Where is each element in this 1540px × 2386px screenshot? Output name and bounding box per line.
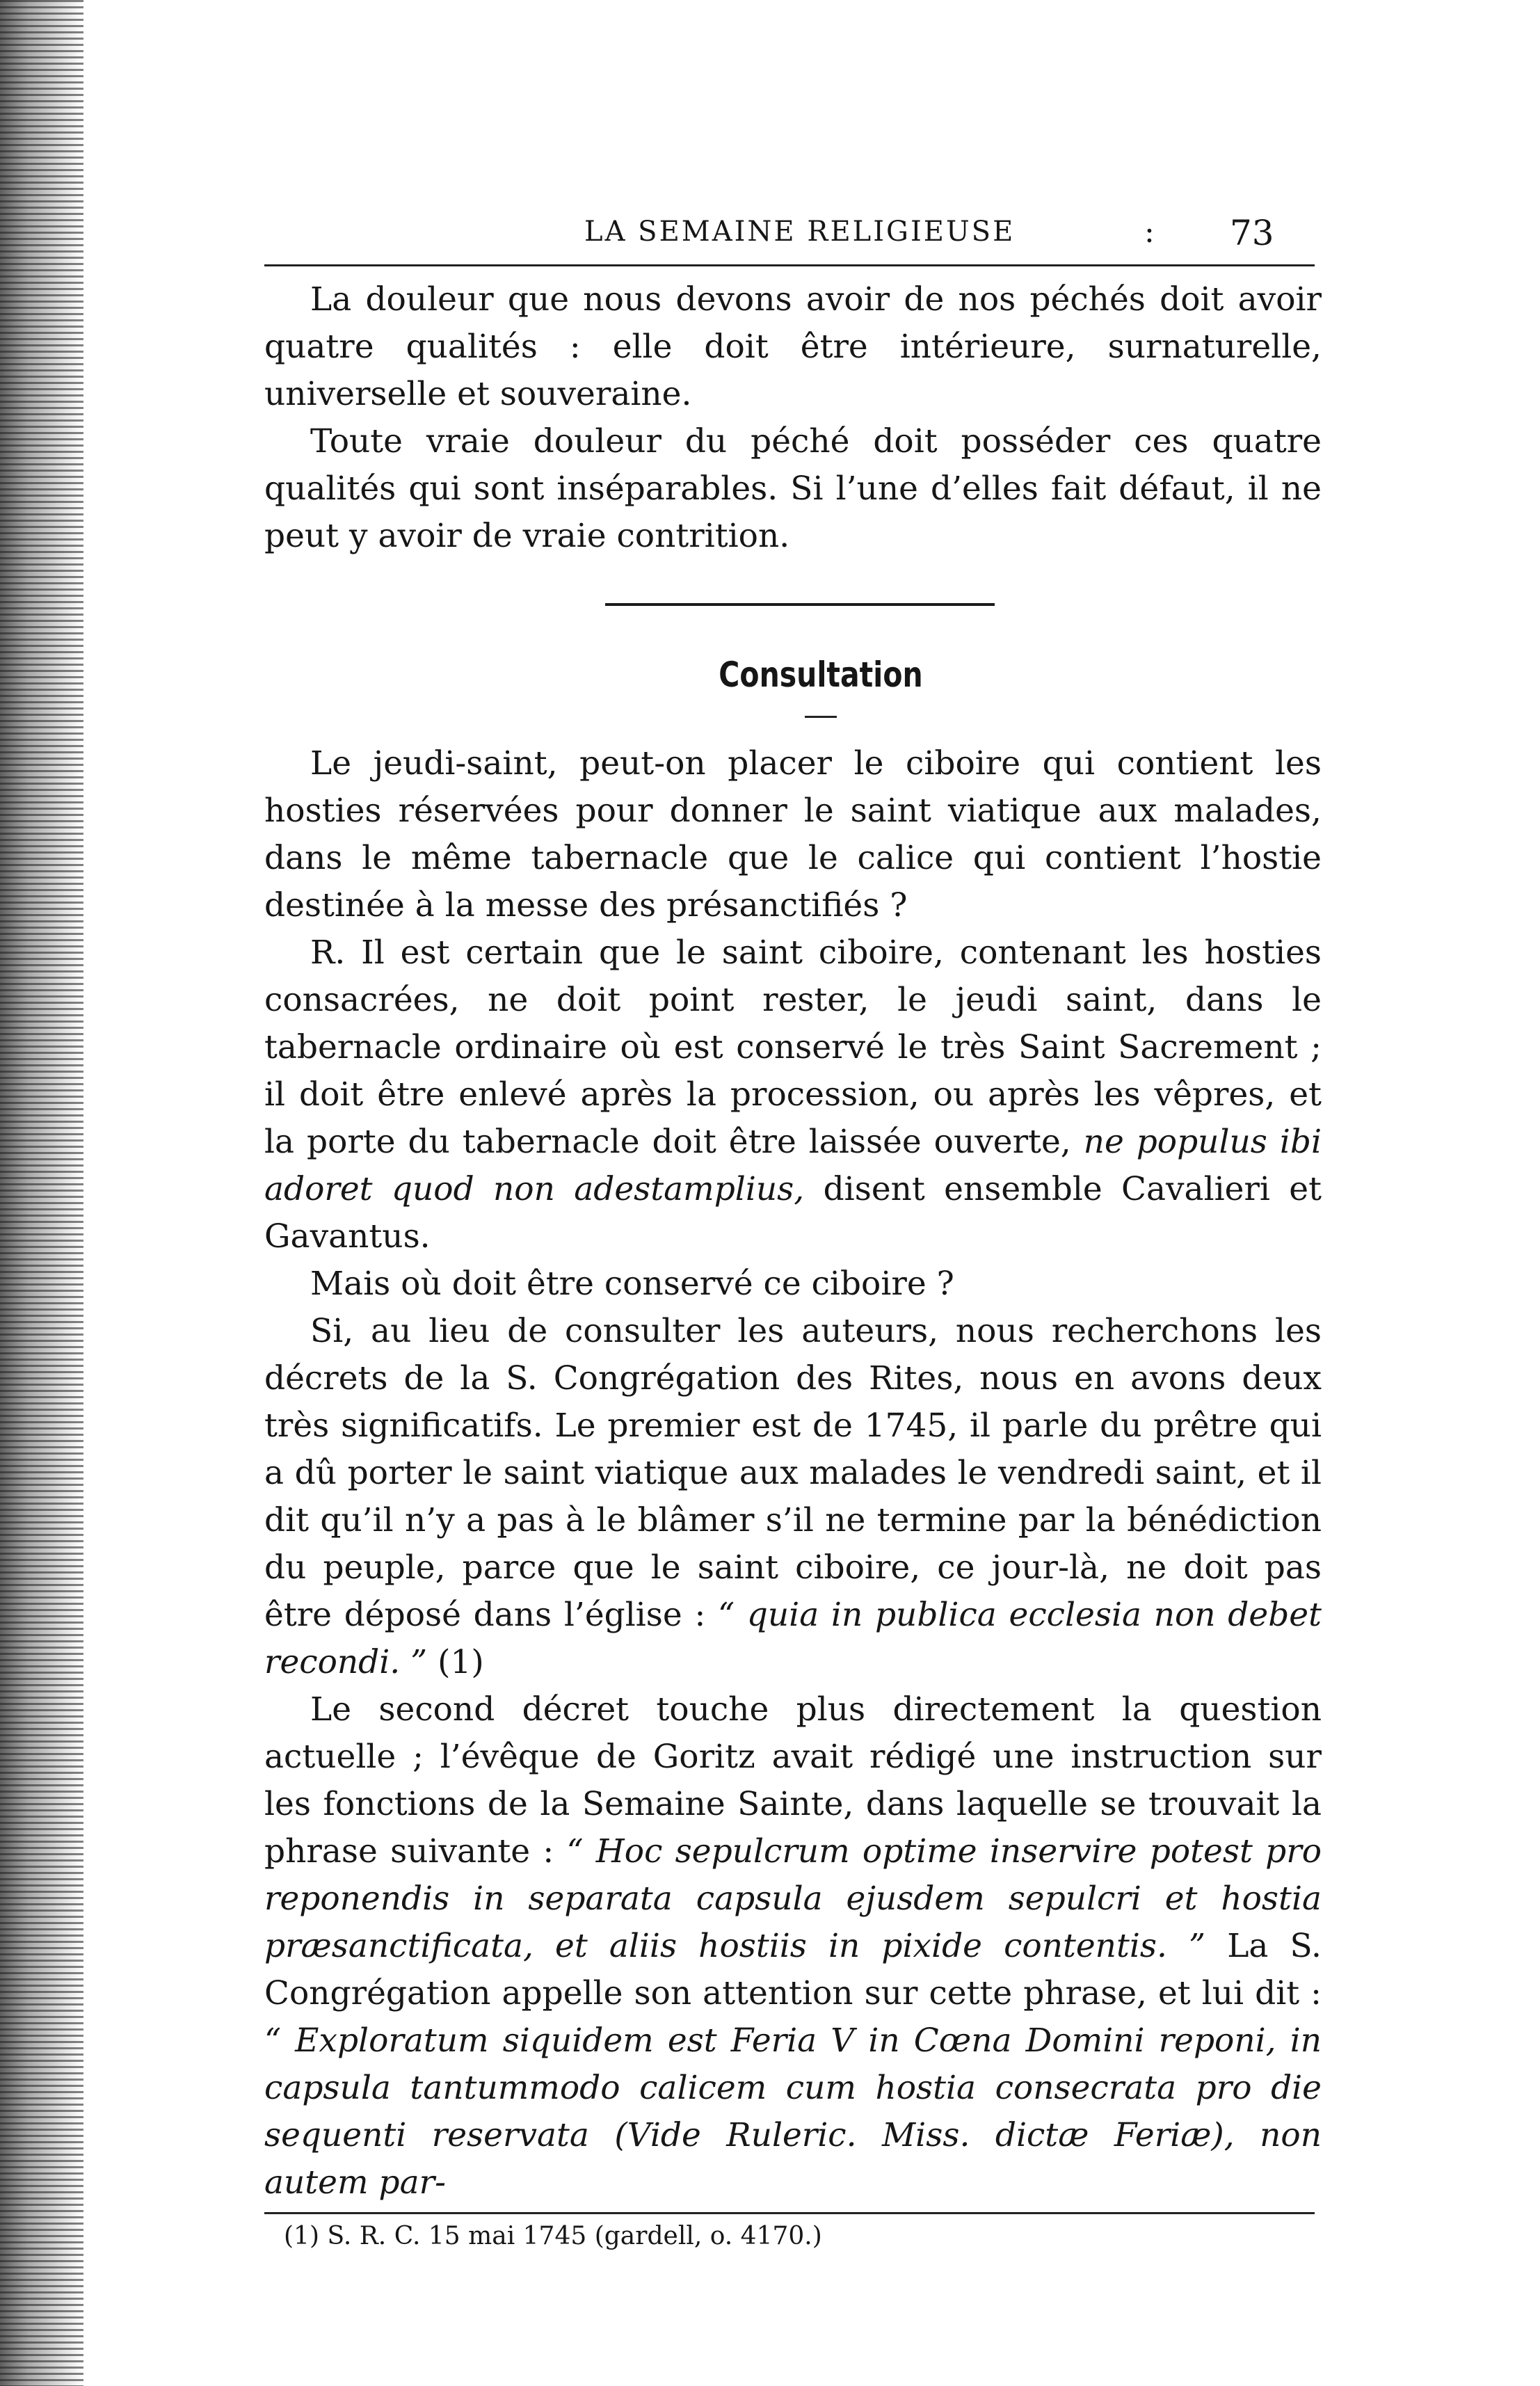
- page: [264, 202, 1322, 2253]
- decree-paragraph-2: [264, 1686, 1322, 2207]
- decree-2-latin-2: “ Exploratum siquidem est Feria V in Cœna Domini reponi, in capsula tantummodo calicem cum hostia consecrata pro die sequenti reservata (Vide Ruleric. Miss. dictæ Feriæ), non autem par-: [264, 2021, 1322, 2202]
- header-rule: [264, 264, 1315, 266]
- section-heading: Consultation: [719, 655, 923, 695]
- section-divider: [605, 603, 995, 606]
- answer-paragraph: [264, 929, 1322, 1260]
- answer-latin: ne populus ibi adoret quod non adestamplius,: [264, 1123, 1322, 1208]
- heading-dash: [805, 716, 837, 718]
- binding-edge: [0, 0, 83, 2386]
- intro-paragraph-2: Toute vraie douleur du péché doit posséder ces quatre qualités qui sont inséparables. Si l’une d’elles fait défaut, il ne peut y avoir de vraie contrition.: [264, 422, 1322, 555]
- footnote-rule: [264, 2212, 1315, 2214]
- decree-2-latin-1: “ Hoc sepulcrum optime inservire potest pro reponendis in separata capsula ejusdem sepulcri et hostia præsanctificata, et aliis hostiis in pixide contentis. ”: [264, 1832, 1322, 1965]
- decree-2-text: Le second décret touche plus directement la question actuelle ; l’évêque de Goritz avait rédigé une instruction sur les fonctions de la Semaine Sainte, dans laquelle se trouvait la phrase suivante :: [264, 1690, 1322, 1871]
- decree-1-latin: “ quia in publica ecclesia non debet recondi. ”: [264, 1596, 1322, 1681]
- answer-text: R. Il est certain que le saint ciboire, contenant les hosties consacrées, ne doit point rester, le jeudi saint, dans le tabernacle ordinaire où est conservé le très Saint Sacrement ; il doit être enlevé après la procession, ou après les vêpres, et la porte du tabernacle doit être laissée ouverte,: [264, 934, 1322, 1161]
- decree-paragraph-1: [264, 1308, 1322, 1686]
- decree-1-text: Si, au lieu de consulter les auteurs, nous recherchons les décrets de la S. Congrégation des Rites, nous en avons deux très significatifs. Le premier est de 1745, il parle du prêtre qui a dû porter le saint viatique aux malades le vendredi saint, et il dit qu’il n’y a pas à le blâmer s’il ne termine par la bénédiction du peuple, parce que le saint ciboire, ce jour-là, ne doit pas être déposé dans l’église :: [264, 1312, 1322, 1634]
- second-question: Mais où doit être conservé ce ciboire ?: [310, 1265, 954, 1303]
- question-paragraph: Le jeudi-saint, peut-on placer le ciboire qui contient les hosties réservées pour donner le saint viatique aux malades, dans le même tabernacle que le calice qui contient l’hostie destinée à la messe des présanctifiés ?: [264, 744, 1322, 924]
- footnote-ref: (1): [438, 1643, 484, 1681]
- running-head: [264, 202, 1322, 264]
- running-colon: :: [1144, 214, 1155, 250]
- answer-tail: disent ensemble Cavalieri et Gavantus.: [264, 1170, 1322, 1256]
- page-number: 73: [1230, 213, 1274, 253]
- running-title: LA SEMAINE RELIGIEUSE: [584, 216, 1016, 248]
- decree-2-mid: La S. Congrégation appelle son attention sur cette phrase, et lui dit :: [264, 1927, 1322, 2012]
- footnote: (1) S. R. C. 15 mai 1745 (gardell, o. 4170.): [284, 2222, 822, 2250]
- intro-paragraph-1: La douleur que nous devons avoir de nos péchés doit avoir quatre qualités : elle doit être intérieure, surnaturelle, universelle et souveraine.: [264, 280, 1322, 413]
